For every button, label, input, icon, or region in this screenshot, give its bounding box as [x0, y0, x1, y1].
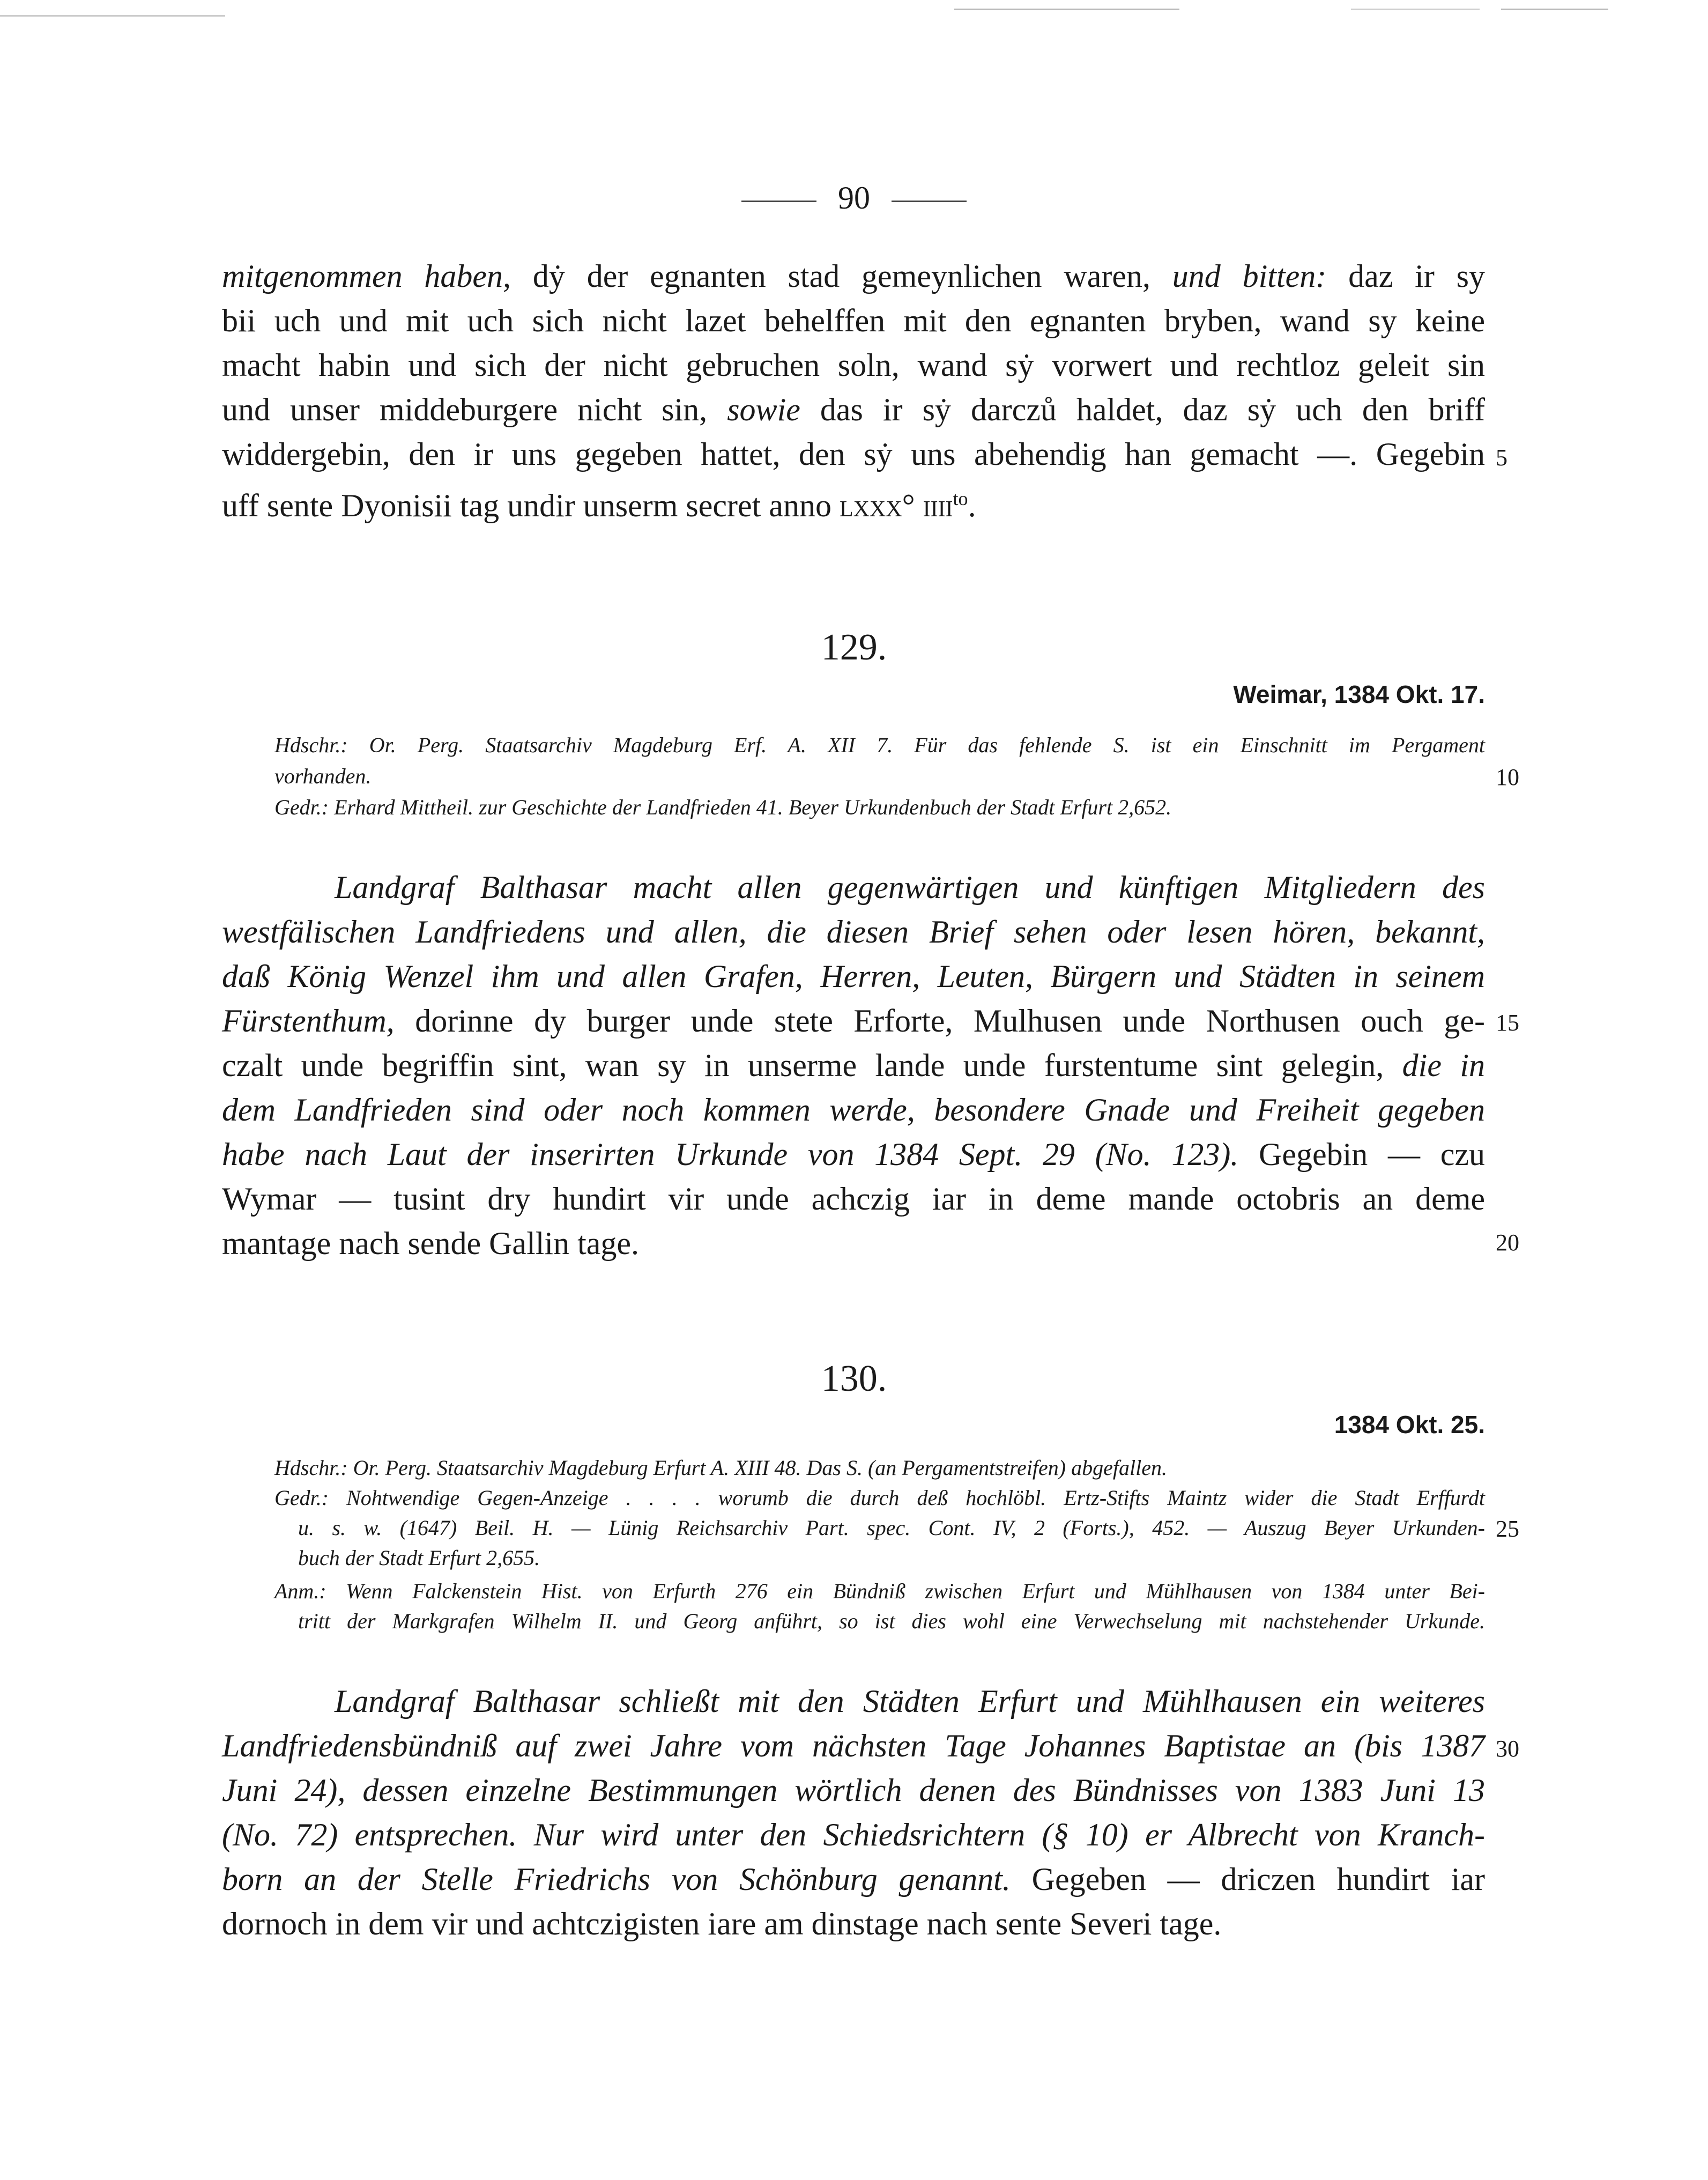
document-date-129: Weimar, 1384 Okt. 17.: [1233, 680, 1485, 708]
text-line: uff sente Dyonisii tag undir unserm secret anno lxxx° iiii$^{to}$.: [222, 488, 976, 523]
line-number-margin: 30: [1496, 1736, 1519, 1762]
document-date-130: 1384 Okt. 25.: [1334, 1411, 1485, 1438]
line-number-margin: 20: [1496, 1229, 1519, 1256]
document-number-130: 130.: [821, 1358, 887, 1399]
document-number-129: 129.: [821, 627, 887, 668]
header-rule-right: [892, 201, 967, 202]
text-line: westfälischen Landfriedens und allen, die diesen Brief sehen oder lesen hören, bekannt,: [222, 914, 1485, 950]
text-line: mitgenommen haben, dẏ der egnanten stad gemeynlichen waren, und bitten: daz ir sy: [222, 258, 1485, 294]
line-number-margin: 5: [1496, 444, 1508, 471]
text-line: Landgraf Balthasar macht allen gegenwärtigen und künftigen Mitgliedern des: [335, 870, 1485, 905]
source-note: Gedr.: Nohtwendige Gegen-Anzeige . . . . worumb die durch deß hochlöbl. Ertz-Stifts Maintz wider die Stadt Erffurdt: [274, 1486, 1485, 1510]
source-note: Hdschr.: Or. Perg. Staatsarchiv Magdeburg Erf. A. XII 7. Für das fehlende S. ist ein Einschnitt im Pergament: [274, 733, 1485, 757]
text-line: daß König Wenzel ihm und allen Grafen, Herren, Leuten, Bürgern und Städten in seinem: [222, 959, 1485, 994]
text-line: dem Landfrieden sind oder noch kommen werde, besondere Gnade und Freiheit gegeben: [222, 1092, 1485, 1128]
text-line: widdergebin, den ir uns gegeben hattet, den sẏ uns abehendig han gemacht —. Gegebin: [222, 436, 1485, 472]
text-line: habe nach Laut der inserirten Urkunde von 1384 Sept. 29 (No. 123). Gegebin — czu: [222, 1137, 1485, 1172]
page-number-header: [0, 180, 1708, 217]
header-rule-left: [741, 201, 816, 202]
text-line: bii uch und mit uch sich nicht lazet behelffen mit den egnanten bryben, wand sy keine: [222, 303, 1485, 338]
scan-edge-mark: [1351, 9, 1480, 10]
text-line: Fürstenthum, dorinne dy burger unde stete Erforte, Mulhusen unde Northusen ouch ge-: [222, 1003, 1485, 1039]
line-number-margin: 15: [1496, 1010, 1519, 1036]
line-number-margin: 25: [1496, 1516, 1519, 1542]
text-line: mantage nach sende Gallin tage.: [222, 1226, 640, 1261]
text-line: Wymar — tusint dry hundirt vir unde achczig iar in deme mande octobris an deme: [222, 1181, 1485, 1217]
text-line: (No. 72) entsprechen. Nur wird unter den Schiedsrichtern (§ 10) er Albrecht von Kranch-: [222, 1817, 1485, 1852]
text-line: born an der Stelle Friedrichs von Schönburg genannt. Gegeben — driczen hundirt iar: [222, 1862, 1485, 1897]
text-line: czalt unde begriffin sint, wan sy in unserme lande unde furstentume sint gelegin, die in: [222, 1048, 1485, 1083]
text-line: Landgraf Balthasar schließt mit den Städten Erfurt und Mühlhausen ein weiteres: [335, 1684, 1485, 1719]
text-line: dornoch in dem vir und achtczigisten iare am dinstage nach sente Severi tage.: [222, 1906, 1222, 1941]
source-note: tritt der Markgrafen Wilhelm II. und Georg anführt, so ist dies wohl eine Verwechselung mit nachstehender Urkunde.: [298, 1609, 1485, 1633]
source-note: Gedr.: Erhard Mittheil. zur Geschichte der Landfrieden 41. Beyer Urkundenbuch der Stadt Erfurt 2,652.: [274, 795, 1172, 819]
text-line: und unser middeburgere nicht sin, sowie das ir sẏ darczů haldet, daz sẏ uch den briff: [222, 392, 1486, 427]
scan-edge-mark: [1501, 9, 1608, 10]
scan-edge-mark: [0, 15, 225, 17]
source-note: Anm.: Wenn Falckenstein Hist. von Erfurth 276 ein Bündniß zwischen Erfurt und Mühlhausen von 1384 unter Bei-: [274, 1579, 1485, 1603]
line-number-margin: 10: [1496, 764, 1519, 790]
source-note: buch der Stadt Erfurt 2,655.: [298, 1546, 540, 1570]
page-number: 90: [838, 180, 870, 216]
source-note: vorhanden.: [274, 764, 372, 788]
source-note: u. s. w. (1647) Beil. H. — Lünig Reichsarchiv Part. spec. Cont. IV, 2 (Forts.), 452. — Auszug Beyer Urkunden-: [298, 1516, 1485, 1540]
scan-edge-mark: [954, 9, 1179, 10]
text-line: macht habin und sich der nicht gebruchen soln, wand sẏ vorwert und rechtloz geleit sin: [222, 347, 1485, 383]
source-note: Hdschr.: Or. Perg. Staatsarchiv Magdeburg Erfurt A. XIII 48. Das S. (an Pergamentstreifen) abgefallen.: [274, 1456, 1167, 1480]
text-line: Juni 24), dessen einzelne Bestimmungen wörtlich denen des Bündnisses von 1383 Juni 13: [222, 1773, 1485, 1808]
text-line: Landfriedensbündniß auf zwei Jahre vom nächsten Tage Johannes Baptistae an (bis 1387: [222, 1728, 1485, 1763]
